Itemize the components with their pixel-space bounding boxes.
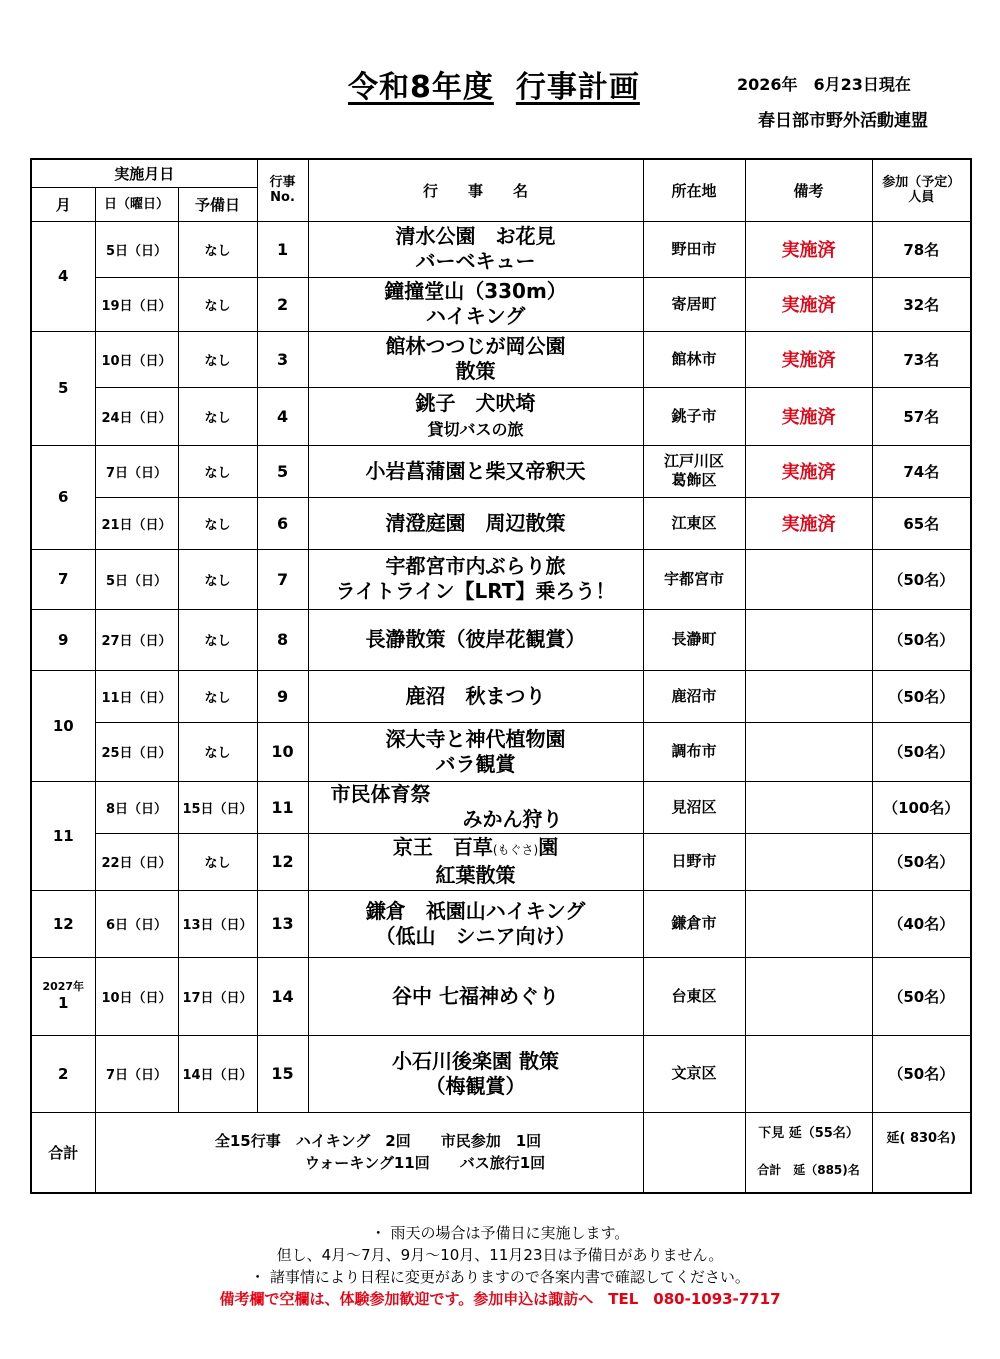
no-cell: 2 [257,277,308,331]
backup-cell: 13日（日） [178,890,257,957]
participants-cell: （50名） [872,670,971,722]
no-cell: 13 [257,890,308,957]
remarks-cell: 実施済 [745,387,872,445]
table-row [31,221,971,277]
month-cell: 4 [31,221,95,331]
location-cell: 寄居町 [643,277,745,331]
header-row [31,159,971,187]
participants-cell: （50名） [872,609,971,670]
remarks-cell [745,833,872,890]
month-cell: 11 [31,781,95,890]
total-summary: 全15行事 ハイキング 2回 市民参加 1回 ウォーキング11回 バス旅行1回 [95,1112,643,1193]
location-cell: 鹿沼市 [643,670,745,722]
participants-cell: 78名 [872,221,971,277]
event-cell: 深大寺と神代植物園 バラ観賞 [308,722,643,781]
remarks-cell: 実施済 [745,277,872,331]
total-label: 合計 [31,1112,95,1193]
table-row [31,1035,971,1112]
total-participants: 延( 830名) [872,1112,971,1193]
backup-cell: なし [178,833,257,890]
no-cell: 14 [257,957,308,1035]
month-cell: 10 [31,670,95,781]
remarks-cell: 実施済 [745,445,872,497]
remarks-cell: 実施済 [745,497,872,549]
backup-cell: なし [178,549,257,609]
backup-cell: なし [178,221,257,277]
title-event-plan: 行事計画 [515,70,640,105]
backup-cell: 15日（日） [178,781,257,833]
col-header-no: 行事 No. [257,159,308,221]
col-header-participants: 参加（予定） 人員 [872,159,971,221]
footer-notes [0,1222,1000,1310]
participants-cell: （50名） [872,957,971,1035]
table-row [31,722,971,781]
participants-cell: （50名） [872,722,971,781]
table-row [31,387,971,445]
col-header-backup: 予備日 [178,187,257,221]
event-cell: 鎌倉 祇園山ハイキング （低山 シニア向け） [308,890,643,957]
participants-cell: 73名 [872,331,971,387]
location-cell: 長瀞町 [643,609,745,670]
location-cell: 文京区 [643,1035,745,1112]
day-cell: 5日（日） [95,221,178,277]
location-cell: 調布市 [643,722,745,781]
year-label: 2027年 [42,980,85,993]
col-header-month: 月 [31,187,95,221]
event-cell: 市民体育祭 みかん狩り [308,781,643,833]
col-header-location: 所在地 [643,159,745,221]
backup-cell: なし [178,609,257,670]
participants-cell: 32名 [872,277,971,331]
day-cell: 8日（日） [95,781,178,833]
month-cell: 2027年 1 [31,957,95,1035]
day-cell: 19日（日） [95,277,178,331]
remarks-cell [745,957,872,1035]
event-cell: 鐘撞堂山（330m） ハイキング [308,277,643,331]
remarks-cell: 実施済 [745,221,872,277]
remarks-cell [745,1035,872,1112]
location-cell: 江戸川区 葛飾区 [643,445,745,497]
event-cell: 銚子 犬吠埼 貸切バスの旅 [308,387,643,445]
day-cell: 27日（日） [95,609,178,670]
no-cell: 15 [257,1035,308,1112]
participants-cell: 57名 [872,387,971,445]
participants-cell: （50名） [872,1035,971,1112]
remarks-cell [745,549,872,609]
table-row [31,497,971,549]
no-cell: 8 [257,609,308,670]
title-fiscal-year: 令和8年度 [348,70,494,105]
table-row [31,957,971,1035]
event-cell: 小岩菖蒲園と柴又帝釈天 [308,445,643,497]
organization-name: 春日部市野外活動連盟 [758,111,928,131]
month-cell: 9 [31,609,95,670]
page-title [348,62,640,106]
day-cell: 7日（日） [95,1035,178,1112]
event-cell: 清水公園 お花見 バーベキュー [308,221,643,277]
event-cell: 小石川後楽園 散策 （梅観賞） [308,1035,643,1112]
remarks-cell [745,670,872,722]
location-cell: 見沼区 [643,781,745,833]
location-cell: 館林市 [643,331,745,387]
day-cell: 7日（日） [95,445,178,497]
table-row [31,890,971,957]
remarks-cell [745,609,872,670]
no-cell: 12 [257,833,308,890]
remarks-cell [745,722,872,781]
location-cell: 江東区 [643,497,745,549]
month-cell: 2 [31,1035,95,1112]
participants-cell: （50名） [872,833,971,890]
col-header-date-group: 実施月日 [31,159,257,187]
table-row [31,445,971,497]
table-row [31,277,971,331]
table-row [31,833,971,890]
day-cell: 10日（日） [95,957,178,1035]
backup-cell: 17日（日） [178,957,257,1035]
participants-cell: （40名） [872,890,971,957]
backup-cell: なし [178,670,257,722]
no-cell: 10 [257,722,308,781]
day-cell: 22日（日） [95,833,178,890]
day-cell: 24日（日） [95,387,178,445]
location-cell: 日野市 [643,833,745,890]
event-cell: 鹿沼 秋まつり [308,670,643,722]
as-of-date: 2026年 6月23日現在 [737,75,911,94]
day-cell: 11日（日） [95,670,178,722]
table-row [31,549,971,609]
col-header-remarks: 備考 [745,159,872,221]
event-cell: 長瀞散策（彼岸花観賞） [308,609,643,670]
day-cell: 21日（日） [95,497,178,549]
event-cell: 京王 百草(もぐさ)園 紅葉散策 [308,833,643,890]
event-plan-table [30,158,972,1194]
no-cell: 5 [257,445,308,497]
day-cell: 10日（日） [95,331,178,387]
no-cell: 7 [257,549,308,609]
month-cell: 12 [31,890,95,957]
note-contact: 備考欄で空欄は、体験参加歓迎です。参加申込は諏訪へ TEL 080-1093-7717 [219,1290,781,1308]
day-cell: 25日（日） [95,722,178,781]
table-row [31,331,971,387]
remarks-cell [745,890,872,957]
no-cell: 9 [257,670,308,722]
day-cell: 6日（日） [95,890,178,957]
note-no-backup: 但し、4月～7月、9月～10月、11月23日は予備日がありません。 [276,1246,724,1264]
location-cell: 鎌倉市 [643,890,745,957]
participants-cell: 74名 [872,445,971,497]
note-schedule-change: ・ 諸事情により日程に変更がありますので各案内書で確認してください。 [250,1268,750,1286]
total-preview-cell: 下見 延（55名） 合計 延（885)名 [745,1112,872,1193]
event-cell: 谷中 七福神めぐり [308,957,643,1035]
table-row [31,670,971,722]
no-cell: 1 [257,221,308,277]
no-cell: 4 [257,387,308,445]
participants-cell: 65名 [872,497,971,549]
month-cell: 5 [31,331,95,445]
month-cell: 7 [31,549,95,609]
participants-cell: （50名） [872,549,971,609]
location-cell: 野田市 [643,221,745,277]
backup-cell: なし [178,277,257,331]
event-cell: 館林つつじが岡公園 散策 [308,331,643,387]
total-location-empty [643,1112,745,1193]
backup-cell: なし [178,331,257,387]
col-header-day: 日（曜日） [95,187,178,221]
backup-cell: なし [178,722,257,781]
day-cell: 5日（日） [95,549,178,609]
table-row [31,609,971,670]
month-cell: 6 [31,445,95,549]
total-row [31,1112,971,1193]
backup-cell: なし [178,445,257,497]
participants-cell: （100名） [872,781,971,833]
event-cell: 宇都宮市内ぶらり旅 ライトライン【LRT】乗ろう！ [308,549,643,609]
no-cell: 3 [257,331,308,387]
remarks-cell [745,781,872,833]
event-cell: 清澄庭園 周辺散策 [308,497,643,549]
remarks-cell: 実施済 [745,331,872,387]
col-header-event: 行 事 名 [308,159,643,221]
location-cell: 台東区 [643,957,745,1035]
no-cell: 6 [257,497,308,549]
backup-cell: なし [178,387,257,445]
location-cell: 宇都宮市 [643,549,745,609]
location-cell: 銚子市 [643,387,745,445]
backup-cell: なし [178,497,257,549]
note-rain: ・ 雨天の場合は予備日に実施します。 [370,1224,630,1242]
table-row [31,781,971,833]
no-cell: 11 [257,781,308,833]
backup-cell: 14日（日） [178,1035,257,1112]
